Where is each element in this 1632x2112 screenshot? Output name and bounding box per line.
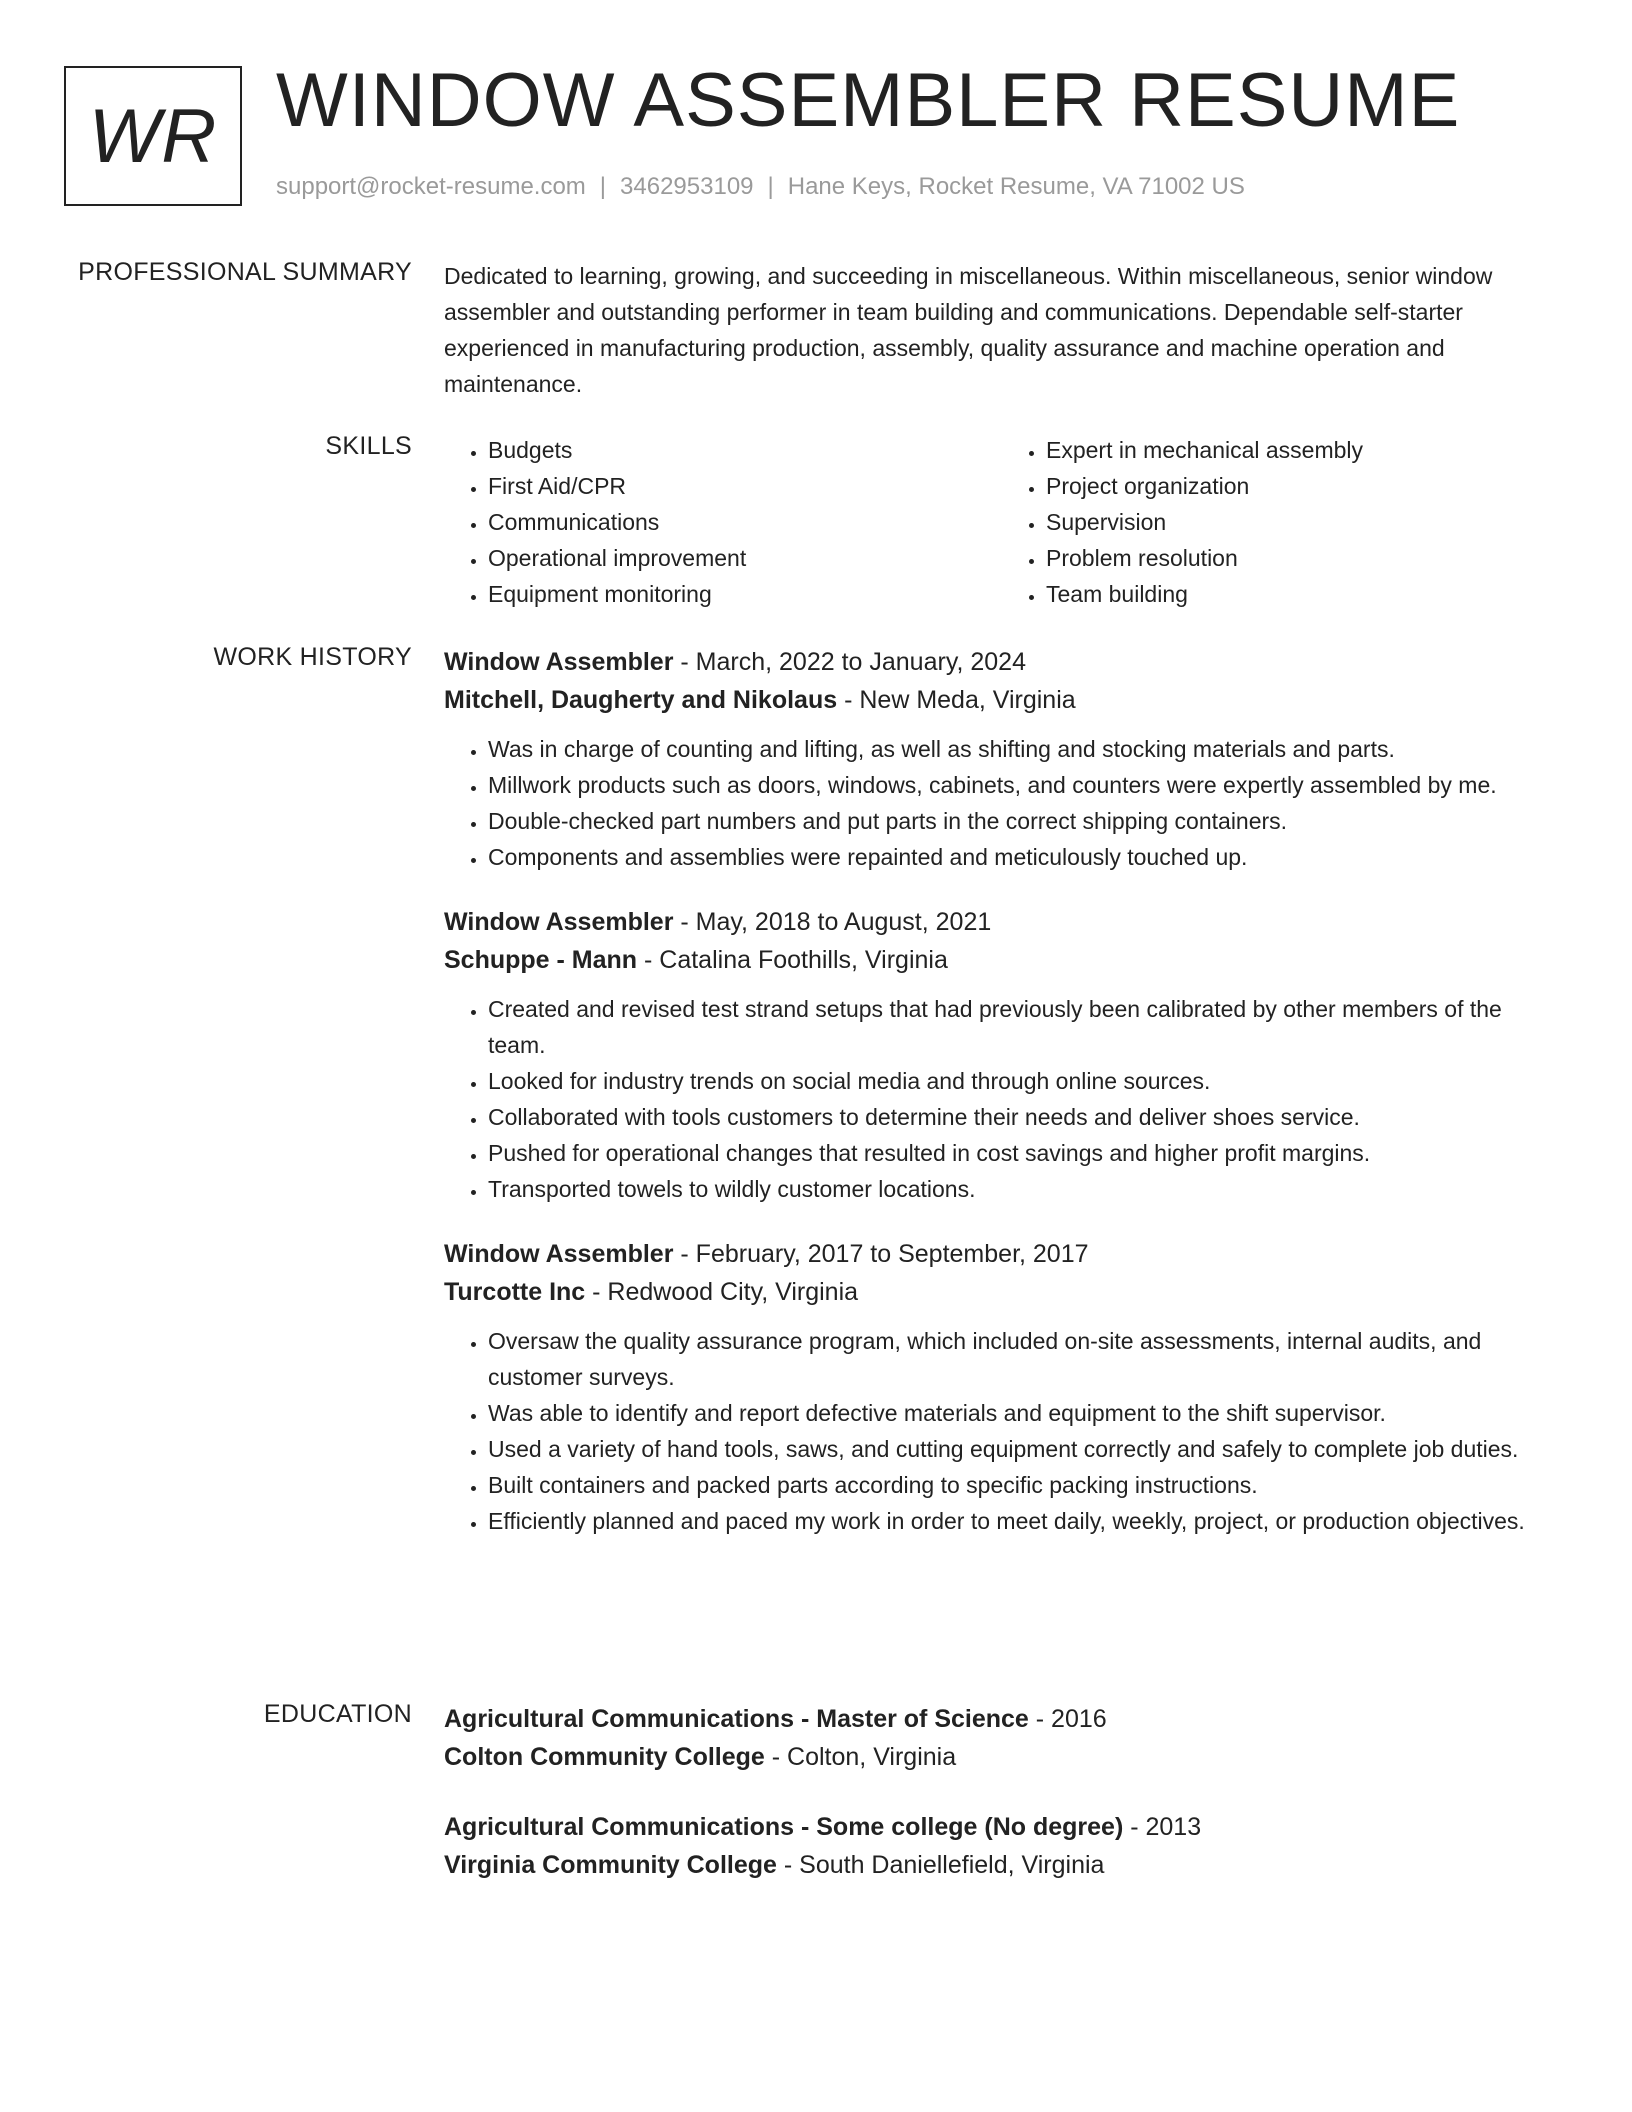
job-title: Window Assembler	[444, 1240, 674, 1268]
education-degree: Agricultural Communications - Some college (No degree)	[444, 1813, 1124, 1841]
job-title-line	[444, 643, 1560, 681]
education-degree-line	[444, 1808, 1560, 1846]
job-title-line	[444, 1235, 1560, 1273]
monogram-logo: WR	[64, 66, 242, 206]
skill-item: • First Aid/CPR	[488, 468, 1002, 504]
skill-item: • Expert in mechanical assembly	[1046, 432, 1560, 468]
skill-item: • Communications	[488, 504, 1002, 540]
work-history-body	[444, 643, 1560, 1567]
education-degree: Agricultural Communications - Master of Science	[444, 1705, 1029, 1733]
skill-item: • Equipment monitoring	[488, 576, 1002, 612]
education-year: - 2013	[1123, 1813, 1202, 1841]
skill-item: • Project organization	[1046, 468, 1560, 504]
job-location: - Redwood City, Virginia	[585, 1278, 859, 1306]
education-body	[444, 1700, 1560, 1916]
job-company-line	[444, 941, 1560, 979]
skills-list-left	[444, 432, 1002, 612]
job-location: - Catalina Foothills, Virginia	[637, 946, 948, 974]
education-school: Colton Community College	[444, 1743, 765, 1771]
job-company: Mitchell, Daugherty and Nikolaus	[444, 686, 838, 714]
skills-list-right	[1002, 432, 1560, 612]
job-bullet: • Looked for industry trends on social media and through online sources.	[488, 1063, 1560, 1099]
skill-item: • Operational improvement	[488, 540, 1002, 576]
summary-heading: PROFESSIONAL SUMMARY	[78, 258, 412, 286]
job-title: Window Assembler	[444, 648, 674, 676]
job-bullet: • Built containers and packed parts according to specific packing instructions.	[488, 1467, 1560, 1503]
job-bullet: • Transported towels to wildly customer locations.	[488, 1171, 1560, 1207]
job-dates: - March, 2022 to January, 2024	[673, 648, 1026, 676]
education-heading: EDUCATION	[263, 1700, 412, 1728]
job-bullet: • Was in charge of counting and lifting, as well as shifting and stocking materials and parts.	[488, 731, 1560, 767]
contact-line	[276, 173, 1245, 201]
education-entry	[444, 1808, 1560, 1884]
work-history-heading: WORK HISTORY	[213, 643, 412, 671]
skill-item: • Supervision	[1046, 504, 1560, 540]
skill-item: • Team building	[1046, 576, 1560, 612]
job-company-line	[444, 1273, 1560, 1311]
contact-separator: |	[599, 173, 607, 200]
skills-heading: SKILLS	[325, 432, 412, 460]
education-degree-line	[444, 1700, 1560, 1738]
contact-address: Hane Keys, Rocket Resume, VA 71002 US	[787, 173, 1245, 200]
job-bullet: • Pushed for operational changes that resulted in cost savings and higher profit margins.	[488, 1135, 1560, 1171]
education-school: Virginia Community College	[444, 1851, 777, 1879]
job-bullet: • Used a variety of hand tools, saws, and cutting equipment correctly and safely to complete job duties.	[488, 1431, 1560, 1467]
job-bullet: • Double-checked part numbers and put parts in the correct shipping containers.	[488, 803, 1560, 839]
job-bullets	[444, 991, 1560, 1207]
job-bullet: • Efficiently planned and paced my work in order to meet daily, weekly, project, or production objectives.	[488, 1503, 1560, 1539]
skills-grid	[444, 432, 1560, 612]
education-year: - 2016	[1028, 1705, 1107, 1733]
education-location: - South Daniellefield, Virginia	[776, 1851, 1105, 1879]
job-dates: - February, 2017 to September, 2017	[673, 1240, 1089, 1268]
contact-phone[interactable]: 3462953109	[620, 173, 754, 200]
job-entry	[444, 643, 1560, 875]
contact-email[interactable]: support@rocket-resume.com	[276, 173, 586, 200]
education-school-line	[444, 1738, 1560, 1776]
job-entry	[444, 903, 1560, 1207]
job-bullets	[444, 1323, 1560, 1539]
education-location: - Colton, Virginia	[764, 1743, 957, 1771]
contact-separator: |	[767, 173, 774, 200]
job-location: - New Meda, Virginia	[837, 686, 1076, 714]
job-title-line	[444, 903, 1560, 941]
job-company-line	[444, 681, 1560, 719]
job-bullets	[444, 731, 1560, 875]
job-dates: - May, 2018 to August, 2021	[673, 908, 992, 936]
skill-item: • Problem resolution	[1046, 540, 1560, 576]
job-bullet: • Components and assemblies were repainted and meticulously touched up.	[488, 839, 1560, 875]
summary-text: Dedicated to learning, growing, and succeeding in miscellaneous. Within miscellaneous, senior window assembler and outstanding performer in team building and communications. Dependable self-starter experienced in manufacturing production, assembly, quality assurance and machine operation and maintenance.	[444, 263, 1493, 397]
job-bullet: • Collaborated with tools customers to determine their needs and deliver shoes service.	[488, 1099, 1560, 1135]
job-bullet: • Oversaw the quality assurance program, which included on-site assessments, internal audits, and customer surveys.	[488, 1323, 1560, 1395]
education-entry	[444, 1700, 1560, 1776]
resume-title: WINDOW ASSEMBLER RESUME	[276, 58, 1461, 143]
job-company: Turcotte Inc	[444, 1278, 586, 1306]
skill-item: • Budgets	[488, 432, 1002, 468]
job-bullet: • Created and revised test strand setups that had previously been calibrated by other members of the team.	[488, 991, 1560, 1063]
job-entry	[444, 1235, 1560, 1539]
education-school-line	[444, 1846, 1560, 1884]
job-company: Schuppe - Mann	[444, 946, 638, 974]
job-title: Window Assembler	[444, 908, 674, 936]
job-bullet: • Millwork products such as doors, windows, cabinets, and counters were expertly assembled by me.	[488, 767, 1560, 803]
job-bullet: • Was able to identify and report defective materials and equipment to the shift supervisor.	[488, 1395, 1560, 1431]
